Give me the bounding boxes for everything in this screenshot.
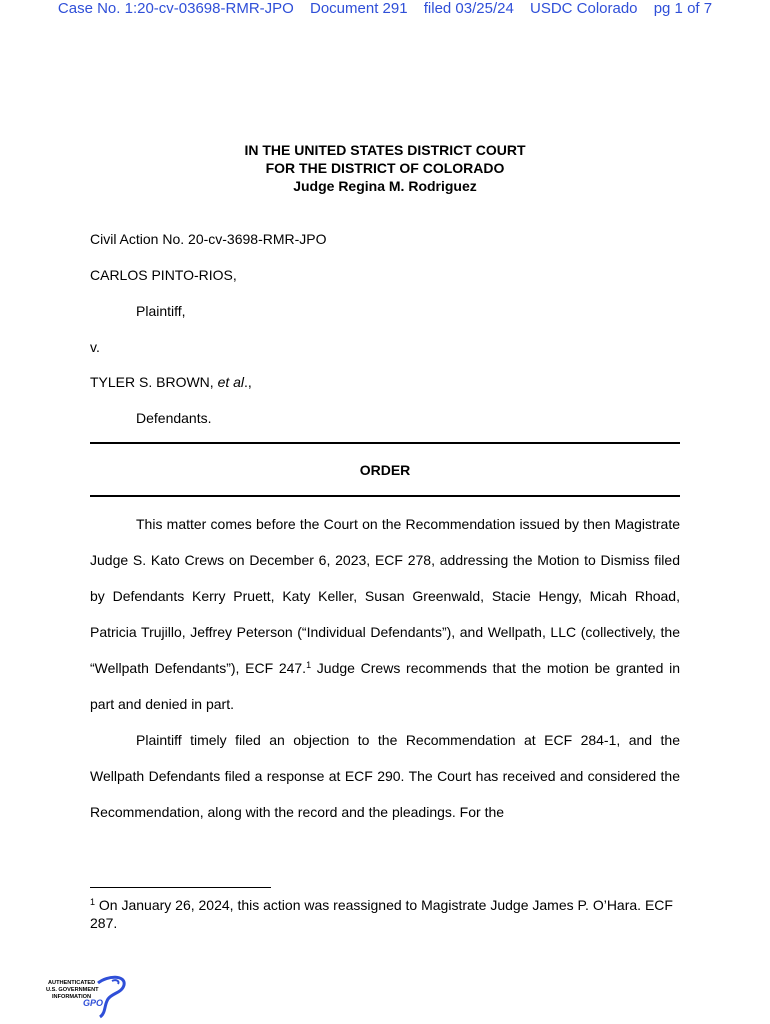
plaintiff-role: Plaintiff,: [136, 303, 186, 319]
logo-line-1: AUTHENTICATED: [48, 980, 96, 986]
court-heading-line-1: IN THE UNITED STATES DISTRICT COURT: [244, 142, 526, 158]
order-body: [90, 506, 680, 830]
gpo-authenticated-seal-logo: [46, 973, 130, 1019]
paragraph-2: Plaintiff timely filed an objection to the Recommendation at ECF 284-1, and the Wellpath Defendants filed a response at ECF 290. The Court has received and considered the Recommendation, along with the record and the pleadings. For the: [90, 732, 680, 820]
judge-name: Judge Regina M. Rodriguez: [293, 178, 477, 194]
logo-line-2: U.S. GOVERNMENT: [46, 987, 99, 993]
defendant-suffix: .,: [244, 374, 252, 390]
caption-divider-bottom: [90, 495, 680, 497]
caption-divider-top: [90, 442, 680, 444]
defendant-role: Defendants.: [136, 410, 212, 426]
logo-gpo-mark: GPO: [83, 998, 104, 1008]
footnote: [90, 896, 682, 932]
case-number: Case No. 1:20-cv-03698-RMR-JPO: [57, 0, 294, 17]
defendant-name-text: TYLER S. BROWN,: [90, 374, 214, 390]
footnote-number: 1: [90, 897, 96, 907]
paragraph-1: [90, 506, 680, 722]
defendant-name: [90, 373, 252, 391]
footnote-text: On January 26, 2024, this action was reassigned to Magistrate Judge James P. O’Hara. ECF 287.: [90, 897, 673, 931]
footnote-divider: [90, 887, 271, 888]
order-title: ORDER: [359, 462, 411, 478]
court-heading-line-2: FOR THE DISTRICT OF COLORADO: [265, 160, 505, 176]
eagle-head-icon: [112, 980, 119, 984]
paragraph-1-text-a: This matter comes before the Court on the Recommendation issued by then Magistrate Judge S. Kato Crews on December 6, 2023, ECF 278, addressing the Motion to Dismiss filed by Defendants Kerry Pruett, Katy Keller, Susan Greenwald, Stacie Hengy, Micah Rhoad, Patricia Trujillo, Jeffrey Peterson (“Individual Defendants”), and Wellpath, LLC (collectively, the “Wellpath Defendants”), ECF 247.: [90, 516, 680, 676]
case-header-stamp: [0, 0, 770, 18]
logo-line-3: INFORMATION: [52, 994, 92, 1000]
court-heading: [0, 141, 770, 195]
paragraph-1-text-b: Judge Crews recommends that the motion be granted in part and denied in part.: [90, 660, 680, 712]
page-indicator: pg 1 of 7: [653, 0, 713, 17]
et-al: et al: [217, 374, 245, 390]
versus: v.: [90, 339, 100, 355]
court-name: USDC Colorado: [529, 0, 638, 17]
plaintiff-name: CARLOS PINTO-RIOS,: [90, 267, 237, 283]
civil-action-number: Civil Action No. 20-cv-3698-RMR-JPO: [90, 231, 327, 247]
footnote-reference: 1: [306, 660, 312, 670]
document-number: Document 291: [310, 0, 408, 17]
filed-date: filed 03/25/24: [423, 0, 514, 17]
